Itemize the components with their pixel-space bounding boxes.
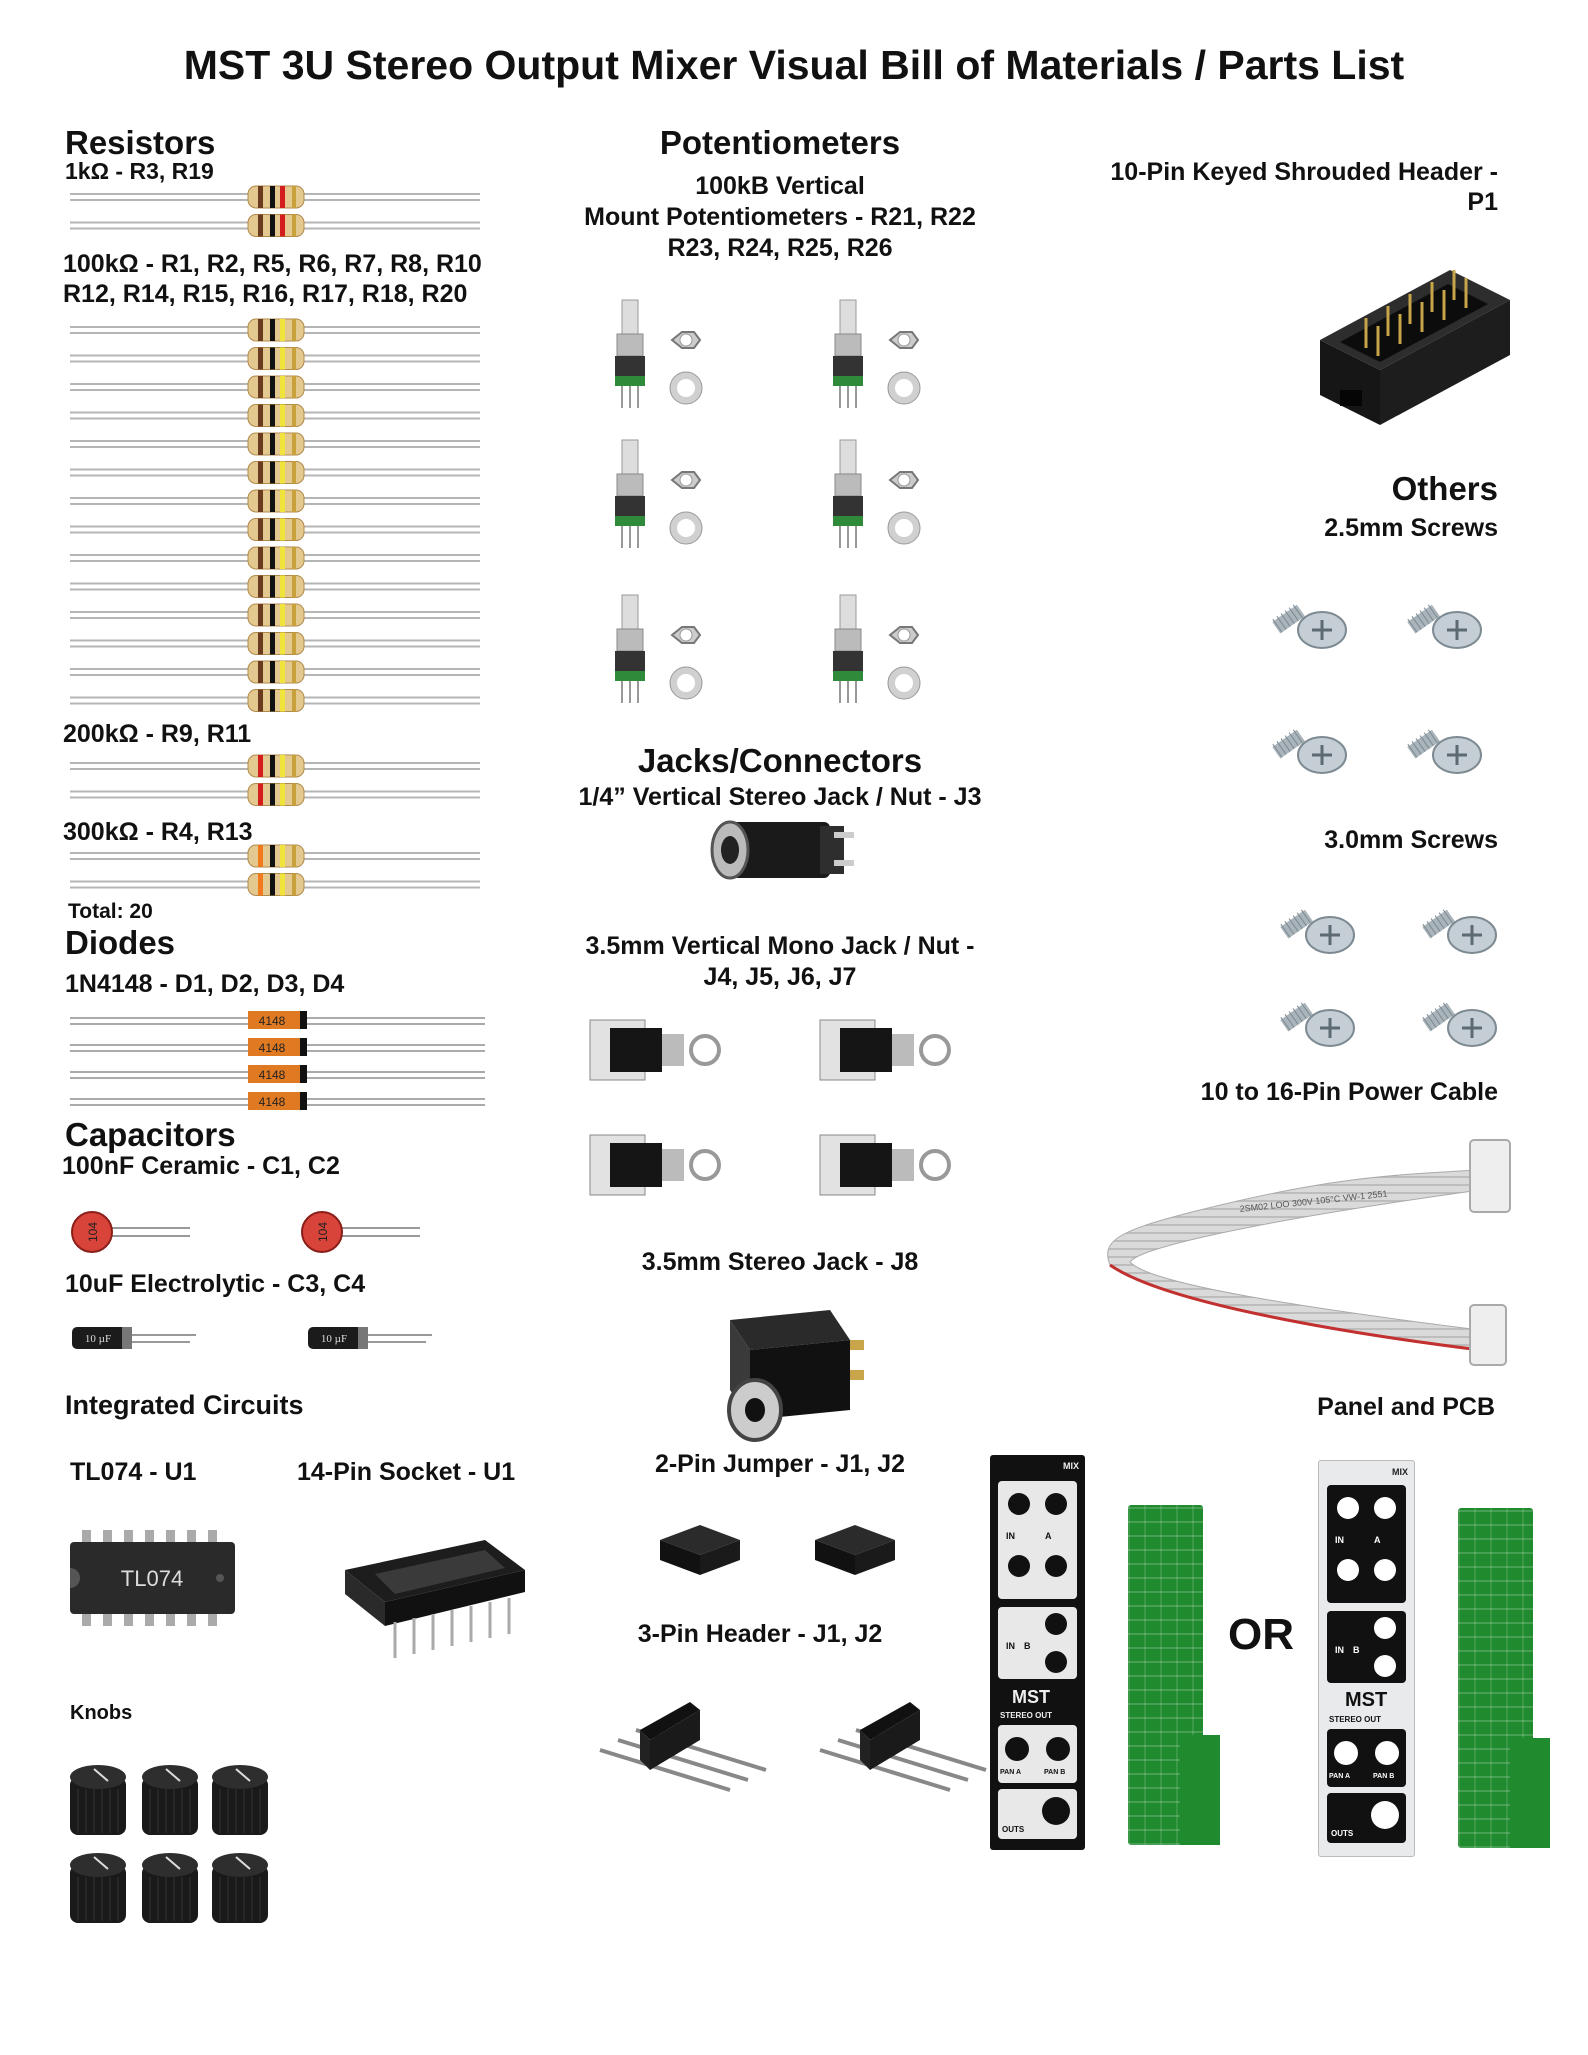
pots-line2: Mount Potentiometers - R21, R22 xyxy=(584,203,976,231)
socket-label: 14-Pin Socket - U1 xyxy=(297,1458,516,1486)
ics-heading: Integrated Circuits xyxy=(65,1390,304,1420)
resistors-heading: Resistors xyxy=(65,124,216,161)
panel-silver-outs: OUTS xyxy=(1331,1829,1354,1838)
panel-logo: MST xyxy=(1012,1687,1050,1707)
pcb-1-tail xyxy=(1180,1735,1220,1845)
panel-black xyxy=(990,1455,1085,1850)
panel-silver-a: A xyxy=(1374,1535,1381,1545)
ceramic-marking: 104 xyxy=(86,1221,100,1243)
panel-pan-b: PAN B xyxy=(1044,1769,1066,1776)
screws-25-label: 2.5mm Screws xyxy=(1324,514,1498,542)
mono-jack-label-1: 3.5mm Vertical Mono Jack / Nut - xyxy=(585,932,975,960)
tl074-marking: TL074 xyxy=(120,1566,184,1591)
panel-silver-pan-a: PAN A xyxy=(1329,1773,1350,1780)
pcb-2-tail xyxy=(1510,1738,1550,1848)
shrouded-header-label-1: 10-Pin Keyed Shrouded Header - xyxy=(1110,158,1498,186)
diodes-label: 1N4148 - D1, D2, D3, D4 xyxy=(65,970,345,998)
panel-pan-a: PAN A xyxy=(1000,1769,1021,1776)
panel-silver-in-b: IN xyxy=(1335,1645,1344,1655)
diode-marking: 4148 xyxy=(258,1095,286,1109)
panel-silver xyxy=(1318,1460,1415,1857)
electrolytic-cap-label: 10uF Electrolytic - C3, C4 xyxy=(65,1270,366,1298)
or-label: OR xyxy=(1228,1610,1294,1659)
others-heading: Others xyxy=(1391,470,1498,507)
panel-in-b: IN xyxy=(1006,1641,1015,1651)
knobs-label: Knobs xyxy=(70,1702,133,1724)
resistor-group-200k-label: 200kΩ - R9, R11 xyxy=(63,720,252,748)
pots-line1: 100kB Vertical xyxy=(695,172,865,200)
ceramic-cap-label: 100nF Ceramic - C1, C2 xyxy=(62,1152,340,1180)
mono-jack-label-2: J4, J5, J6, J7 xyxy=(703,963,857,991)
panel-outs: OUTS xyxy=(1002,1825,1025,1834)
power-cable-label: 10 to 16-Pin Power Cable xyxy=(1200,1078,1498,1106)
pots-heading: Potentiometers xyxy=(659,124,901,161)
resistor-group-1k-label: 1kΩ - R3, R19 xyxy=(65,158,214,184)
diode-marking: 4148 xyxy=(258,1014,286,1028)
diode-marking: 4148 xyxy=(258,1041,286,1055)
panel-b: B xyxy=(1024,1641,1031,1651)
resistor-group-100k-label-1: 100kΩ - R1, R2, R5, R6, R7, R8, R10 xyxy=(63,250,482,278)
jacks-heading: Jacks/Connectors xyxy=(637,742,923,779)
quarter-jack-label: 1/4” Vertical Stereo Jack / Nut - J3 xyxy=(578,783,982,811)
panel-silver-logo: MST xyxy=(1345,1689,1388,1711)
panel-silver-pan-b: PAN B xyxy=(1373,1773,1395,1780)
pin-header-label: 3-Pin Header - J1, J2 xyxy=(637,1620,883,1648)
panel-silver-stereo-out: STEREO OUT xyxy=(1329,1715,1382,1724)
electrolytic-marking: 10 µF xyxy=(84,1333,112,1345)
panel-title: MIX xyxy=(1062,1461,1079,1471)
diode-marking: 4148 xyxy=(258,1068,286,1082)
pots-line3: R23, R24, R25, R26 xyxy=(667,234,893,262)
stereo-jack-label: 3.5mm Stereo Jack - J8 xyxy=(641,1248,919,1276)
resistor-group-100k-label-2: R12, R14, R15, R16, R17, R18, R20 xyxy=(63,280,468,308)
panel-silver-title: MIX xyxy=(1391,1467,1408,1477)
electrolytic-marking: 10 µF xyxy=(320,1333,348,1345)
panel-in-a: IN xyxy=(1006,1531,1015,1541)
resistor-total: Total: 20 xyxy=(68,900,153,923)
cable-print: 2SM02 LOO 300V 105°C VW-1 2551 xyxy=(1239,1188,1388,1214)
ceramic-marking: 104 xyxy=(316,1221,330,1243)
panel-stereo-out: STEREO OUT xyxy=(1000,1711,1053,1720)
shrouded-header-label-2: P1 xyxy=(1467,188,1498,216)
panel-silver-in-a: IN xyxy=(1335,1535,1344,1545)
resistor-group-300k-label: 300kΩ - R4, R13 xyxy=(63,818,253,846)
panel-pcb-label: Panel and PCB xyxy=(1317,1393,1495,1421)
panel-silver-b: B xyxy=(1353,1645,1360,1655)
tl074-label: TL074 - U1 xyxy=(70,1458,197,1486)
panel-a: A xyxy=(1045,1531,1052,1541)
jumper-label: 2-Pin Jumper - J1, J2 xyxy=(654,1450,906,1478)
screws-30-label: 3.0mm Screws xyxy=(1324,826,1498,854)
page-title: MST 3U Stereo Output Mixer Visual Bill of Materials / Parts List xyxy=(183,42,1405,88)
diodes-heading: Diodes xyxy=(65,924,176,961)
capacitors-heading: Capacitors xyxy=(65,1116,236,1153)
